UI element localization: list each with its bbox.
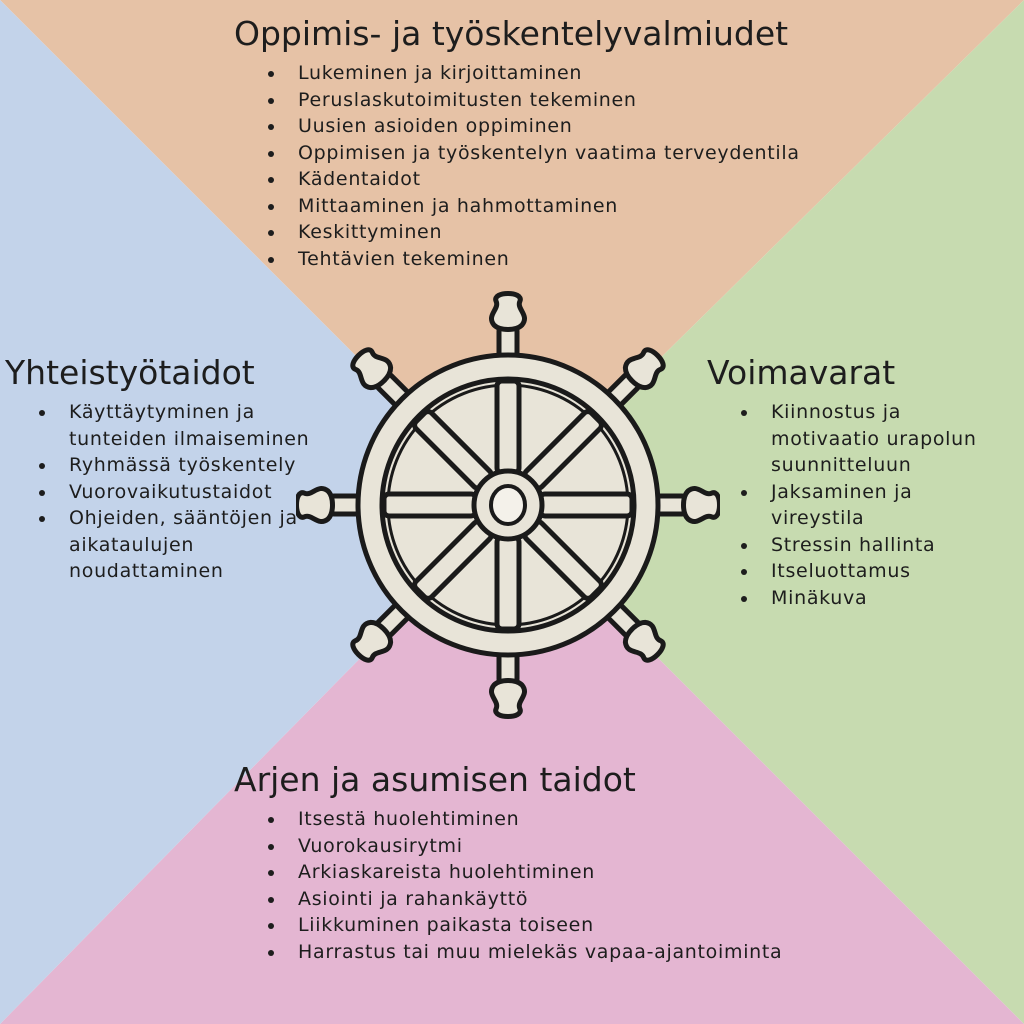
list-item: Käyttäytyminen ja tunteiden ilmaiseminen xyxy=(35,399,335,452)
list-item: Kiinnostus ja motivaatio urapolun suunnitteluun xyxy=(737,399,1007,479)
list-item: Kädentaidot xyxy=(264,166,800,193)
section-resources xyxy=(707,353,1007,611)
list-item: Vuorovaikutustaidot xyxy=(35,479,335,506)
list-item: Stressin hallinta xyxy=(737,532,1007,559)
list-item: Itsestä huolehtiminen xyxy=(264,806,782,833)
section-daily-living-skills xyxy=(234,760,782,965)
wheel-spoke xyxy=(497,537,519,629)
list-item: Harrastus tai muu mielekäs vapaa-ajantoiminta xyxy=(264,939,782,966)
list-daily-living xyxy=(264,806,782,965)
list-item: Tehtävien tekeminen xyxy=(264,246,800,273)
list-item: Jaksaminen ja vireystila xyxy=(737,479,1007,532)
list-item: Arkiaskareista huolehtiminen xyxy=(264,859,782,886)
list-item: Ryhmässä työskentely xyxy=(35,452,335,479)
list-item: Asiointi ja rahankäyttö xyxy=(264,886,782,913)
list-item: Keskittyminen xyxy=(264,219,800,246)
list-learning xyxy=(264,60,800,272)
section-title-cooperation: Yhteistyötaidot xyxy=(5,353,255,392)
section-learning-skills xyxy=(234,14,800,272)
section-title-learning: Oppimis- ja työskentelyvalmiudet xyxy=(234,14,789,53)
list-item: Vuorokausirytmi xyxy=(264,833,782,860)
list-item: Oppimisen ja työskentelyn vaatima terveydentila xyxy=(264,140,800,167)
section-title-daily-living: Arjen ja asumisen taidot xyxy=(234,760,636,799)
wheel-spoke xyxy=(540,494,632,516)
list-item: Uusien asioiden oppiminen xyxy=(264,113,800,140)
list-item: Lukeminen ja kirjoittaminen xyxy=(264,60,800,87)
wheel-spoke xyxy=(384,494,476,516)
list-item: Itseluottamus xyxy=(737,558,1007,585)
list-resources xyxy=(737,399,1007,611)
list-item: Minäkuva xyxy=(737,585,1007,612)
section-cooperation-skills xyxy=(5,353,335,585)
list-item: Ohjeiden, sääntöjen ja aikataulujen noudattaminen xyxy=(35,505,335,585)
list-item: Peruslaskutoimitusten tekeminen xyxy=(264,87,800,114)
list-item: Mittaaminen ja hahmottaminen xyxy=(264,193,800,220)
wheel-spoke xyxy=(497,381,519,473)
section-title-resources: Voimavarat xyxy=(707,353,896,392)
ship-wheel-icon xyxy=(296,290,720,720)
list-item: Liikkuminen paikasta toiseen xyxy=(264,912,782,939)
list-cooperation xyxy=(35,399,335,585)
